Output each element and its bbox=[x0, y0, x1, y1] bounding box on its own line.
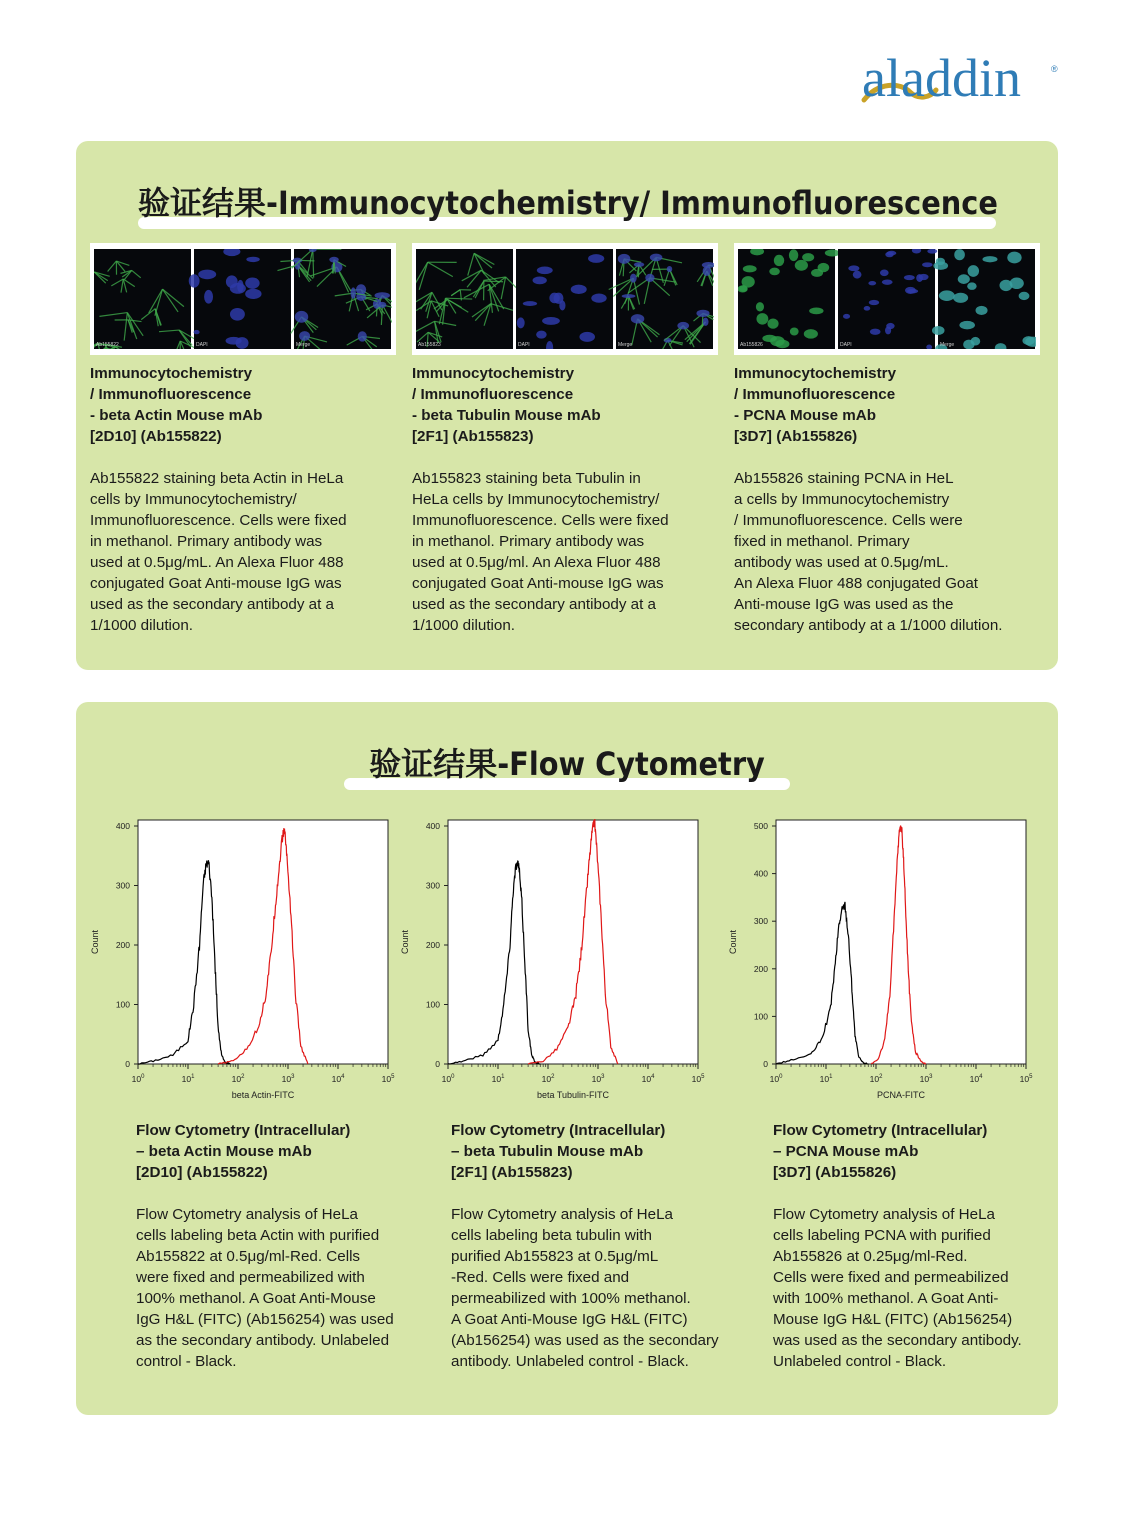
y-tick-label: 200 bbox=[425, 940, 440, 950]
y-tick-label: 400 bbox=[115, 821, 130, 831]
icc-heading: Immunocytochemistry / Immunofluorescence - beta Tubulin Mouse mAb [2F1] (Ab155823) bbox=[412, 365, 601, 445]
icc-image-actin bbox=[90, 243, 396, 355]
flow-heading: Flow Cytometry (Intracellular) – beta Tubulin Mouse mAb [2F1] (Ab155823) bbox=[451, 1122, 666, 1181]
x-axis-label: PCNA-FITC bbox=[877, 1090, 925, 1100]
y-tick-label: 200 bbox=[753, 963, 768, 974]
merge-panel bbox=[932, 249, 1036, 349]
flow-item-actin bbox=[136, 1120, 436, 1372]
x-tick-label: $10^1$ bbox=[491, 1074, 505, 1084]
logo-wordmark: aladdin bbox=[862, 48, 1021, 108]
plot-area bbox=[448, 820, 698, 1064]
icc-title-text: 验证结果-Immunocytochemistry/ Immunofluorescence bbox=[138, 184, 998, 222]
y-tick-label: 0 bbox=[763, 1059, 768, 1069]
stain-panel bbox=[416, 249, 522, 349]
merge-panel bbox=[609, 249, 714, 349]
flow-section-title bbox=[344, 744, 790, 784]
y-axis-label: Count bbox=[90, 929, 100, 955]
x-tick-label: $10^2$ bbox=[869, 1074, 883, 1084]
y-tick-label: 100 bbox=[115, 999, 130, 1010]
panel-label: Merge bbox=[618, 342, 633, 348]
merge-panel bbox=[277, 249, 392, 349]
panel-label: Merge bbox=[940, 342, 955, 348]
plot-area bbox=[776, 820, 1026, 1064]
y-tick-label: 400 bbox=[425, 821, 440, 831]
flow-title-text: 验证结果-Flow Cytometry bbox=[369, 745, 765, 783]
aladdin-logo bbox=[860, 48, 1070, 108]
x-tick-label: $10^4$ bbox=[969, 1074, 983, 1084]
icc-section-title bbox=[138, 183, 996, 223]
dapi-panel bbox=[189, 249, 291, 349]
flow-description: Flow Cytometry analysis of HeLa cells labeling PCNA with purified Ab155826 at 0.25μg/ml-Red. Cells were fixed and permeabilized with 100% methanol. A Goat Anti- Mouse IgG H&L (FITC) (Ab156254) was used as the secondary antibody. Unlabeled control - Black. bbox=[773, 1206, 1022, 1370]
x-tick-label: $10^4$ bbox=[331, 1074, 345, 1084]
icc-panel bbox=[76, 141, 1058, 670]
stain-panel bbox=[94, 249, 206, 349]
icc-description: Ab155822 staining beta Actin in HeLa cells by Immunocytochemistry/ Immunofluorescence. Cells were fixed in methanol. Primary antibody was used at 0.5μg/mL. An Alexa Fluor 488 conjugated Goat Anti-mouse IgG was used as the secondary antibody at a 1/1000 dilution. bbox=[90, 470, 347, 634]
flow-histogram-pcna bbox=[724, 814, 1040, 1114]
y-axis-label: Count bbox=[400, 929, 410, 955]
logo-registered: ® bbox=[1051, 64, 1058, 74]
x-tick-label: $10^2$ bbox=[231, 1074, 245, 1084]
flow-heading: Flow Cytometry (Intracellular) – beta Actin Mouse mAb [2D10] (Ab155822) bbox=[136, 1122, 351, 1181]
x-tick-label: $10^0$ bbox=[131, 1074, 145, 1084]
panel-label: Ab155822 bbox=[96, 342, 119, 348]
x-tick-label: $10^3$ bbox=[281, 1074, 295, 1084]
panel-label: Ab155823 bbox=[418, 342, 441, 348]
x-tick-label: $10^5$ bbox=[1019, 1074, 1033, 1084]
stain-panel bbox=[738, 249, 840, 349]
y-tick-label: 500 bbox=[753, 821, 768, 831]
x-tick-label: $10^3$ bbox=[591, 1074, 605, 1084]
y-tick-label: 0 bbox=[435, 1059, 440, 1069]
y-tick-label: 400 bbox=[753, 868, 768, 879]
x-tick-label: $10^0$ bbox=[441, 1074, 455, 1084]
y-tick-label: 0 bbox=[125, 1059, 130, 1069]
flow-panel bbox=[76, 702, 1058, 1415]
y-tick-label: 100 bbox=[425, 999, 440, 1010]
x-tick-label: $10^4$ bbox=[641, 1074, 655, 1084]
y-tick-label: 300 bbox=[425, 880, 440, 891]
panel-label: DAPI bbox=[840, 342, 852, 348]
panel-label: Ab155826 bbox=[740, 342, 763, 348]
x-tick-label: $10^1$ bbox=[819, 1074, 833, 1084]
panel-label: DAPI bbox=[518, 342, 530, 348]
panel-label: DAPI bbox=[196, 342, 208, 348]
y-axis-label: Count bbox=[728, 929, 738, 955]
x-tick-label: $10^0$ bbox=[769, 1074, 783, 1084]
x-axis-label: beta Actin-FITC bbox=[231, 1090, 295, 1100]
flow-histogram-tubulin bbox=[396, 814, 712, 1114]
x-axis-label: beta Tubulin-FITC bbox=[536, 1090, 610, 1100]
plot-area bbox=[138, 820, 388, 1064]
icc-item-actin bbox=[90, 363, 390, 636]
icc-description: Ab155826 staining PCNA in HeL a cells by Immunocytochemistry / Immunofluorescence. Cells were fixed in methanol. Primary antibody was used at 0.5μg/mL. An Alexa Fluor 488 conjugated Goat Anti-mouse IgG was used as the secondary antibody at a 1/1000 dilution. bbox=[734, 470, 1003, 634]
x-tick-label: $10^1$ bbox=[181, 1074, 195, 1084]
y-tick-label: 300 bbox=[753, 916, 768, 927]
icc-description: Ab155823 staining beta Tubulin in HeLa cells by Immunocytochemistry/ Immunofluorescence. Cells were fixed in methanol. Primary antibody was used at 0.5μg/ml. An Alexa Fluor 488 conjugated Goat Anti-mouse IgG was used as the secondary antibody at a 1/1000 dilution. bbox=[412, 470, 669, 634]
icc-item-pcna bbox=[734, 363, 1044, 636]
flow-item-tubulin bbox=[451, 1120, 751, 1372]
x-tick-label: $10^3$ bbox=[919, 1074, 933, 1084]
flow-item-pcna bbox=[773, 1120, 1053, 1372]
icc-heading: Immunocytochemistry / Immunofluorescence - beta Actin Mouse mAb [2D10] (Ab155822) bbox=[90, 365, 263, 445]
y-tick-label: 100 bbox=[753, 1011, 768, 1022]
dapi-panel bbox=[516, 249, 613, 349]
x-tick-label: $10^5$ bbox=[381, 1074, 395, 1084]
y-tick-label: 300 bbox=[115, 880, 130, 891]
flow-heading: Flow Cytometry (Intracellular) – PCNA Mouse mAb [3D7] (Ab155826) bbox=[773, 1122, 988, 1181]
x-tick-label: $10^2$ bbox=[541, 1074, 555, 1084]
icc-heading: Immunocytochemistry / Immunofluorescence - PCNA Mouse mAb [3D7] (Ab155826) bbox=[734, 365, 897, 445]
x-tick-label: $10^5$ bbox=[691, 1074, 705, 1084]
icc-image-pcna bbox=[734, 243, 1040, 355]
flow-description: Flow Cytometry analysis of HeLa cells labeling beta Actin with purified Ab155822 at 0.5μg/ml-Red. Cells were fixed and permeabilized with 100% methanol. A Goat Anti-Mouse IgG H&L (FITC) (Ab156254) was used as the secondary antibody. Unlabeled control - Black. bbox=[136, 1206, 394, 1370]
dapi-panel bbox=[838, 249, 937, 349]
flow-description: Flow Cytometry analysis of HeLa cells labeling beta tubulin with purified Ab155823 at 0.5μg/mL -Red. Cells were fixed and permeabilized with 100% methanol. A Goat Anti-Mouse IgG H&L (FITC) (Ab156254) was used as the secondary antibody. Unlabeled control - Black. bbox=[451, 1206, 719, 1370]
panel-label: Merge bbox=[296, 342, 311, 348]
icc-image-tubulin bbox=[412, 243, 718, 355]
y-tick-label: 200 bbox=[115, 940, 130, 950]
flow-histogram-actin bbox=[86, 814, 402, 1114]
icc-item-tubulin bbox=[412, 363, 712, 636]
